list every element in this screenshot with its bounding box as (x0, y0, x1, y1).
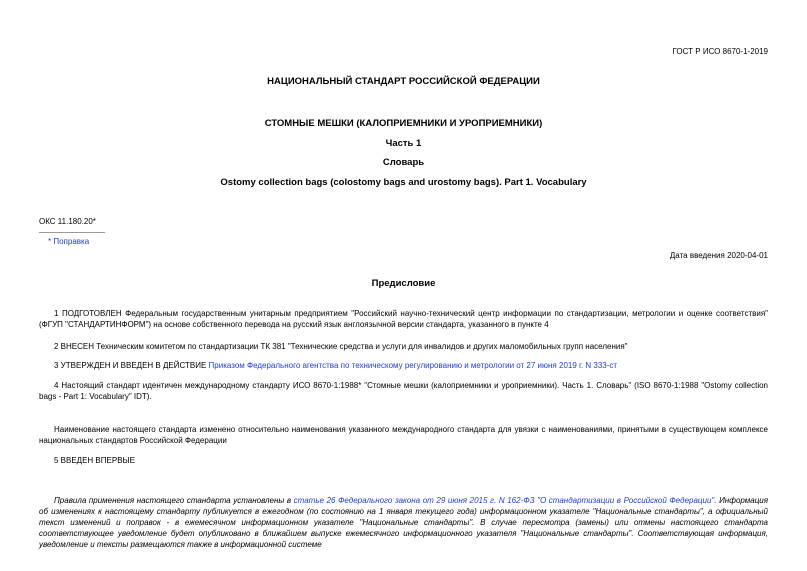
intro-date: Дата введения 2020-04-01 (669, 251, 768, 260)
preface-item-2-text: 2 ВНЕСЕН Техническим комитетом по стандартизации ТК 381 "Технические средства и услуги для инвалидов и других маломобильных групп населения" (54, 342, 628, 351)
preface-item-4 (39, 380, 768, 402)
english-title: Ostomy collection bags (colostomy bags and urostomy bags). Part 1. Vocabulary (220, 177, 587, 188)
preface-item-3-text: 3 УТВЕРЖДЕН И ВВЕДЕН В ДЕЙСТВИЕ (54, 361, 209, 370)
oks-code: ОКС 11.180.20* (39, 217, 96, 226)
part-label: Часть 1 (385, 138, 422, 149)
preface-item-1-text: 1 ПОДГОТОВЛЕН Федеральным государственным унитарным предприятием "Российский научно-технический центр информации по стандартизации, метрологии и оценке соответствия" (ФГУП "СТАНДАРТИНФОРМ") на основе собственного перевода на русский язык англоязычной версии стандарта, указанного в пункте 4 (39, 309, 768, 329)
preface-item-5 (39, 455, 768, 466)
vocabulary-label: Словарь (382, 157, 425, 168)
divider (39, 232, 105, 233)
preface-item-2 (39, 341, 768, 352)
amendment-link[interactable]: * Поправка (48, 237, 90, 246)
gost-code: ГОСТ Р ИСО 8670-1-2019 (672, 47, 768, 56)
preface-item-3 (39, 360, 768, 371)
standardization-law-link[interactable]: "О стандартизации в Российской Федерации" (537, 496, 715, 505)
preface-note-text: Наименование настоящего стандарта изменено относительно наименования указанного международного стандарта для увязки с наименованиями, принятыми в существующем комплексе национальных стандартов Российской Федерации (39, 425, 768, 445)
preface-note (39, 424, 768, 446)
federal-law-article-link[interactable]: статье 26 Федерального закона от 29 июня 2015 г. N 162-ФЗ (293, 496, 535, 505)
preface-item-5-text: 5 ВВЕДЕН ВПЕРВЫЕ (54, 456, 135, 465)
preface-item-1 (39, 308, 768, 330)
preface-heading: Предисловие (371, 278, 436, 289)
application-rules-paragraph (39, 495, 768, 550)
approval-order-link[interactable]: Приказом Федерального агентства по техническому регулированию и метрологии от 27 июня 2019 г. N 333-ст (208, 361, 618, 370)
application-rules-text-cont: . Информация об изменениях к настоящему стандарту публикуется в ежегодном (по состоянию на 1 января текущего года) информационном указателе "Национальные стандарты", а официальный текст изменений и поправок - в ежемесячном информационном указателе "Национальные стандарты". В случае пересмотра (замены) или отмены настоящего стандарта соответствующее уведомление будет опубликовано в ближайшем выпуске ежемесячного информационного указателя "Национальные стандарты". Соответствующая информация, уведомление и тексты размещаются также в информационной системе (39, 496, 769, 549)
application-rules-text: Правила применения настоящего стандарта установлены в (54, 496, 294, 505)
national-standard-heading: НАЦИОНАЛЬНЫЙ СТАНДАРТ РОССИЙСКОЙ ФЕДЕРАЦИИ (267, 76, 540, 87)
preface-item-4-text: 4 Настоящий стандарт идентичен международному стандарту ИСО 8670-1:1988* "Стомные мешки (калоприемники и уроприемники). Часть 1. Словарь" (ISO 8670-1:1988 "Ostomy collection bags - Part 1: Vocabulary" IDT). (39, 381, 768, 401)
document-title: СТОМНЫЕ МЕШКИ (КАЛОПРИЕМНИКИ И УРОПРИЕМНИКИ) (264, 118, 543, 129)
